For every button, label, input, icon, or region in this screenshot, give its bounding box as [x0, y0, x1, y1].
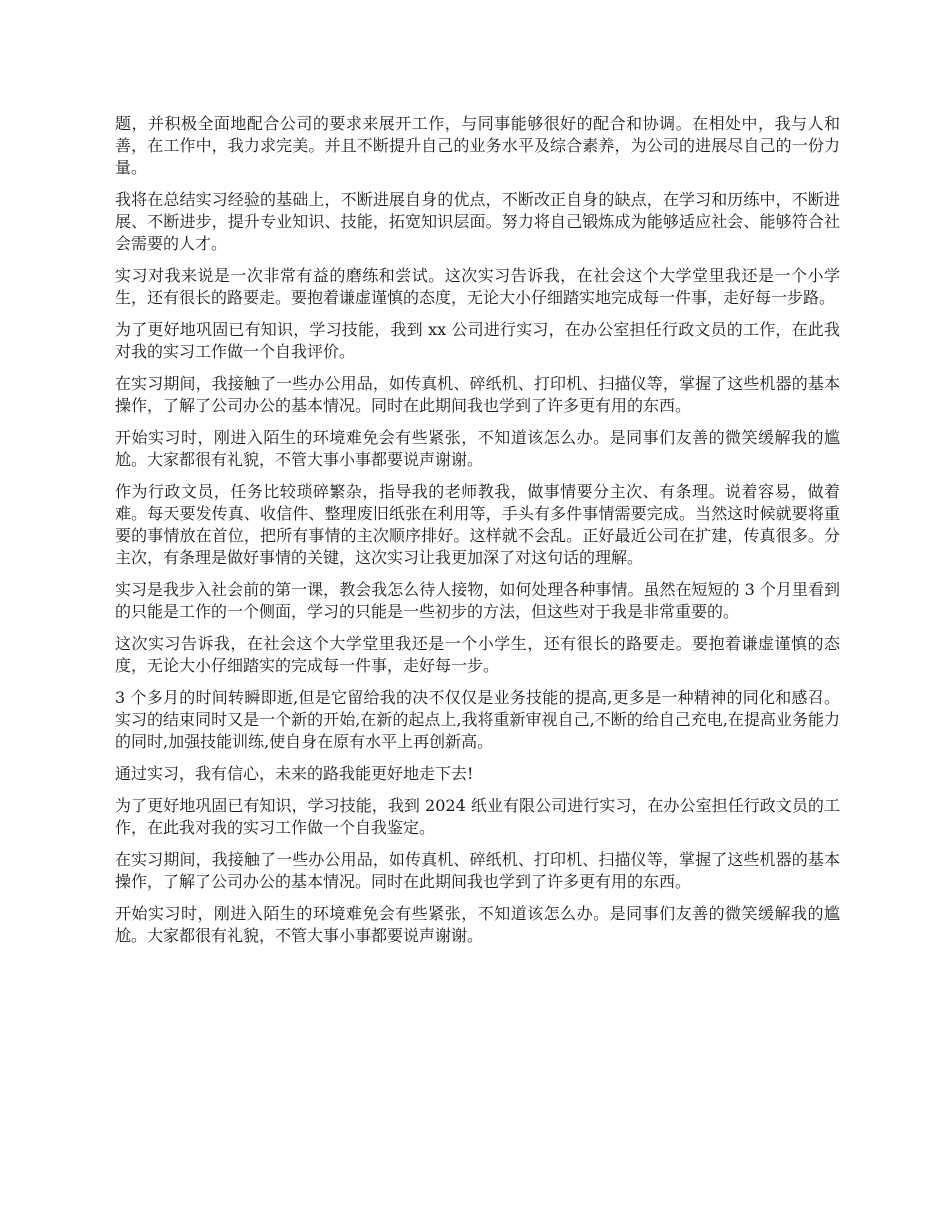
paragraph: 题，并积极全面地配合公司的要求来展开工作，与同事能够很好的配合和协调。在相处中，我与人和善，在工作中，我力求完美。并且不断提升自己的业务水平及综合素养，为公司的进展尽自己的一份力量。 [115, 114, 840, 177]
paragraph: 作为行政文员，任务比较琐碎繁杂，指导我的老师教我，做事情要分主次、有条理。说着容易，做着难。每天要发传真、收信件、整理废旧纸张在利用等，手头有多件事情需要完成。当然这时候就要将重要的事情放在首位，把所有事情的主次顺序排好。这样就不会乱。正好最近公司在扩建，传真很多。分主次，有条理是做好事情的关键，这次实习让我更加深了对这句话的理解。 [115, 482, 840, 567]
paragraph: 在实习期间，我接触了一些办公用品，如传真机、碎纸机、打印机、扫描仪等，掌握了这些机器的基本操作，了解了公司办公的基本情况。同时在此期间我也学到了许多更有用的东西。 [115, 850, 840, 891]
paragraph: 为了更好地巩固已有知识，学习技能，我到 xx 公司进行实习，在办公室担任行政文员的工作，在此我对我的实习工作做一个自我评价。 [115, 320, 840, 361]
paragraph: 这次实习告诉我，在社会这个大学堂里我还是一个小学生，还有很长的路要走。要抱着谦虚谨慎的态度，无论大小仔细踏实的完成每一件事，走好每一步。 [115, 634, 840, 675]
paragraph: 为了更好地巩固已有知识，学习技能，我到 2024 纸业有限公司进行实习，在办公室担任行政文员的工作，在此我对我的实习工作做一个自我鉴定。 [115, 796, 840, 837]
paragraph: 3 个多月的时间转瞬即逝,但是它留给我的决不仅仅是业务技能的提高,更多是一种精神的同化和感召。实习的结束同时又是一个新的开始,在新的起点上,我将重新审视自己,不断的给自己充电,在提高业务能力的同时,加强技能训练,使自身在原有水平上再创新高。 [115, 688, 840, 751]
document-page [115, 113, 840, 957]
paragraph: 开始实习时，刚进入陌生的环境难免会有些紧张，不知道该怎么办。是同事们友善的微笑缓解我的尴尬。大家都很有礼貌，不管大事小事都要说声谢谢。 [115, 428, 840, 469]
paragraph: 在实习期间，我接触了一些办公用品，如传真机、碎纸机、打印机、扫描仪等，掌握了这些机器的基本操作，了解了公司办公的基本情况。同时在此期间我也学到了许多更有用的东西。 [115, 374, 840, 415]
paragraph: 开始实习时，刚进入陌生的环境难免会有些紧张，不知道该怎么办。是同事们友善的微笑缓解我的尴尬。大家都很有礼貌，不管大事小事都要说声谢谢。 [115, 904, 840, 945]
paragraph: 我将在总结实习经验的基础上，不断进展自身的优点，不断改正自身的缺点，在学习和历练中，不断进展、不断进步，提升专业知识、技能，拓宽知识层面。努力将自己锻炼成为能够适应社会、能够符合社会需要的人才。 [115, 190, 840, 253]
paragraph: 通过实习，我有信心，未来的路我能更好地走下去! [115, 764, 474, 783]
paragraph: 实习是我步入社会前的第一课，教会我怎么待人接物，如何处理各种事情。虽然在短短的 3 个月里看到的只能是工作的一个侧面，学习的只能是一些初步的方法，但这些对于我是非常重要的。 [115, 580, 840, 621]
paragraph: 实习对我来说是一次非常有益的磨练和尝试。这次实习告诉我，在社会这个大学堂里我还是一个小学生，还有很长的路要走。要抱着谦虚谨慎的态度，无论大小仔细踏实地完成每一件事，走好每一步路。 [115, 266, 840, 307]
